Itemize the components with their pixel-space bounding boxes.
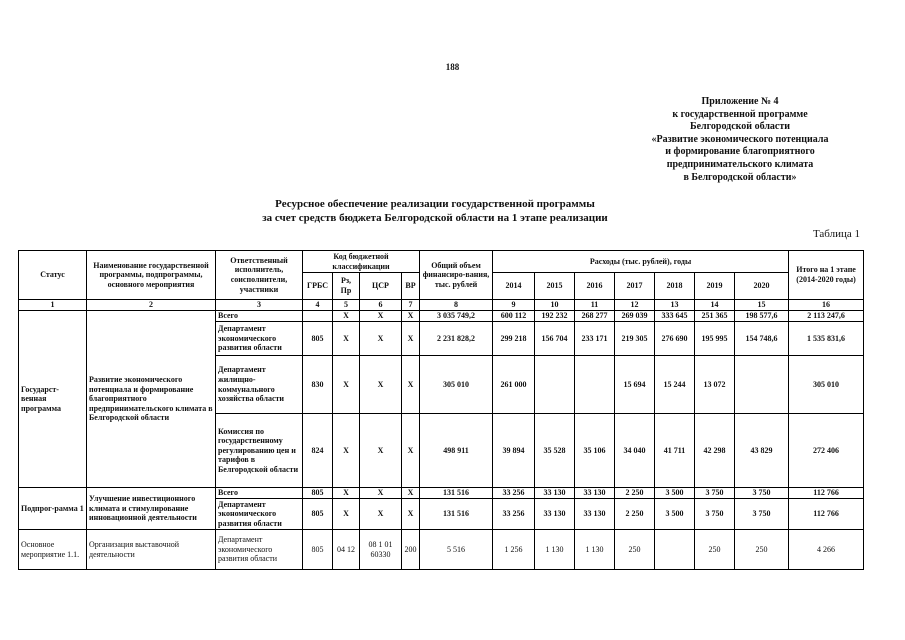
cell-year bbox=[735, 356, 789, 414]
cell-year: 3 500 bbox=[655, 499, 695, 530]
column-number: 10 bbox=[535, 300, 575, 311]
cell-rzpr: Х bbox=[333, 488, 360, 499]
column-number: 2 bbox=[87, 300, 216, 311]
column-number: 14 bbox=[695, 300, 735, 311]
cell-grbs: 805 bbox=[303, 488, 333, 499]
cell-grbs: 805 bbox=[303, 322, 333, 356]
cell-year: 276 690 bbox=[655, 322, 695, 356]
row-status: Государст-венная программа bbox=[19, 311, 87, 488]
header-stage-total: Итого на 1 этапе (2014-2020 годы) bbox=[789, 251, 864, 300]
column-number: 16 bbox=[789, 300, 864, 311]
header-budget-code: Код бюджетной классификации bbox=[303, 251, 420, 273]
cell-rzpr: Х bbox=[333, 311, 360, 322]
cell-year: 1 130 bbox=[535, 530, 575, 570]
cell-year: 1 256 bbox=[493, 530, 535, 570]
cell-year: 35 106 bbox=[575, 414, 615, 488]
cell-rzpr: 04 12 bbox=[333, 530, 360, 570]
cell-stage-total: 4 266 bbox=[789, 530, 864, 570]
cell-vr: Х bbox=[402, 414, 420, 488]
appendix-line: к государственной программе bbox=[672, 108, 808, 120]
cell-year: 39 894 bbox=[493, 414, 535, 488]
cell-year: 13 072 bbox=[695, 356, 735, 414]
header-vr: ВР bbox=[402, 273, 420, 300]
cell-grbs: 824 bbox=[303, 414, 333, 488]
cell-csr: Х bbox=[360, 322, 402, 356]
header-year: 2014 bbox=[493, 273, 535, 300]
row-executor: Всего bbox=[216, 311, 303, 322]
cell-total: 131 516 bbox=[420, 488, 493, 499]
cell-grbs: 805 bbox=[303, 530, 333, 570]
cell-rzpr: Х bbox=[333, 356, 360, 414]
cell-year: 600 112 bbox=[493, 311, 535, 322]
cell-stage-total: 112 766 bbox=[789, 499, 864, 530]
cell-year: 15 694 bbox=[615, 356, 655, 414]
cell-year: 2 250 bbox=[615, 499, 655, 530]
row-executor: Комиссия по государственному регулированию цен и тарифов в Белгородской области bbox=[216, 414, 303, 488]
document-title bbox=[195, 197, 675, 225]
cell-year: 3 750 bbox=[695, 488, 735, 499]
cell-year: 299 218 bbox=[493, 322, 535, 356]
cell-csr: 08 1 01 60330 bbox=[360, 530, 402, 570]
row-executor: Департамент экономического развития области bbox=[216, 322, 303, 356]
page-number: 188 bbox=[445, 62, 460, 72]
cell-total: 3 035 749,2 bbox=[420, 311, 493, 322]
cell-stage-total: 2 113 247,6 bbox=[789, 311, 864, 322]
column-number: 8 bbox=[420, 300, 493, 311]
cell-year: 43 829 bbox=[735, 414, 789, 488]
header-year: 2018 bbox=[655, 273, 695, 300]
row-status: Основное мероприятие 1.1. bbox=[19, 530, 87, 570]
cell-csr: Х bbox=[360, 499, 402, 530]
cell-grbs bbox=[303, 311, 333, 322]
cell-year: 251 365 bbox=[695, 311, 735, 322]
appendix-line: Приложение № 4 bbox=[701, 96, 779, 107]
column-number: 15 bbox=[735, 300, 789, 311]
cell-year: 33 256 bbox=[493, 499, 535, 530]
cell-csr: Х bbox=[360, 488, 402, 499]
cell-year: 219 305 bbox=[615, 322, 655, 356]
cell-year: 3 500 bbox=[655, 488, 695, 499]
cell-total: 2 231 828,2 bbox=[420, 322, 493, 356]
cell-year: 33 130 bbox=[575, 499, 615, 530]
header-row bbox=[19, 251, 864, 273]
header-year: 2016 bbox=[575, 273, 615, 300]
cell-year: 250 bbox=[735, 530, 789, 570]
row-name: Улучшение инвестиционного климата и стимулирование инновационной деятельности bbox=[87, 488, 216, 530]
cell-year: 269 039 bbox=[615, 311, 655, 322]
header-executor: Ответственный исполнитель, соисполнители, участники bbox=[216, 251, 303, 300]
header-total: Общий объем финансиро-вания, тыс. рублей bbox=[420, 251, 493, 300]
column-number: 7 bbox=[402, 300, 420, 311]
header-grbs: ГРБС bbox=[303, 273, 333, 300]
appendix-line: Белгородской области bbox=[689, 121, 791, 133]
title-line: за счет средств бюджета Белгородской области на 1 этапе реализации bbox=[262, 212, 608, 224]
header-year: 2019 bbox=[695, 273, 735, 300]
header-year: 2020 bbox=[735, 273, 789, 300]
row-executor: Всего bbox=[216, 488, 303, 499]
header-year: 2017 bbox=[615, 273, 655, 300]
cell-year: 33 130 bbox=[535, 488, 575, 499]
column-number: 4 bbox=[303, 300, 333, 311]
cell-total: 498 911 bbox=[420, 414, 493, 488]
cell-year: 2 250 bbox=[615, 488, 655, 499]
cell-vr: Х bbox=[402, 322, 420, 356]
column-number: 11 bbox=[575, 300, 615, 311]
appendix-header bbox=[610, 96, 870, 184]
appendix-line: предпринимательского климата bbox=[666, 158, 814, 170]
column-number: 12 bbox=[615, 300, 655, 311]
cell-year: 198 577,6 bbox=[735, 311, 789, 322]
cell-year: 268 277 bbox=[575, 311, 615, 322]
title-line: Ресурсное обеспечение реализации государственной программы bbox=[275, 198, 595, 210]
column-number: 1 bbox=[19, 300, 87, 311]
cell-year: 261 000 bbox=[493, 356, 535, 414]
appendix-line: «Развитие экономического потенциала bbox=[651, 133, 829, 145]
header-year: 2015 bbox=[535, 273, 575, 300]
header-expenses: Расходы (тыс. рублей), годы bbox=[493, 251, 789, 273]
cell-stage-total: 112 766 bbox=[789, 488, 864, 499]
cell-year: 192 232 bbox=[535, 311, 575, 322]
cell-rzpr: Х bbox=[333, 414, 360, 488]
column-number-row bbox=[19, 300, 864, 311]
row-name: Организация выставочной деятельности bbox=[87, 530, 216, 570]
header-name: Наименование государственной программы, подпрограммы, основного мероприятия bbox=[87, 251, 216, 300]
cell-total: 305 010 bbox=[420, 356, 493, 414]
cell-vr: Х bbox=[402, 488, 420, 499]
cell-year: 233 171 bbox=[575, 322, 615, 356]
cell-vr: Х bbox=[402, 499, 420, 530]
cell-total: 5 516 bbox=[420, 530, 493, 570]
table-row bbox=[19, 488, 864, 499]
column-number: 5 bbox=[333, 300, 360, 311]
table-row bbox=[19, 530, 864, 570]
appendix-line: в Белгородской области» bbox=[683, 171, 797, 183]
cell-vr: 200 bbox=[402, 530, 420, 570]
cell-year: 156 704 bbox=[535, 322, 575, 356]
cell-year: 33 256 bbox=[493, 488, 535, 499]
table-row bbox=[19, 311, 864, 322]
cell-grbs: 830 bbox=[303, 356, 333, 414]
cell-year: 3 750 bbox=[695, 499, 735, 530]
cell-year: 333 645 bbox=[655, 311, 695, 322]
cell-year: 3 750 bbox=[735, 488, 789, 499]
cell-year: 1 130 bbox=[575, 530, 615, 570]
resource-table bbox=[18, 250, 864, 570]
cell-year: 41 711 bbox=[655, 414, 695, 488]
cell-rzpr: Х bbox=[333, 322, 360, 356]
cell-grbs: 805 bbox=[303, 499, 333, 530]
column-number: 3 bbox=[216, 300, 303, 311]
row-executor: Департамент экономического развития области bbox=[216, 499, 303, 530]
header-rzpr: Рз, Пр bbox=[333, 273, 360, 300]
cell-year: 34 040 bbox=[615, 414, 655, 488]
column-number: 9 bbox=[493, 300, 535, 311]
cell-year: 250 bbox=[615, 530, 655, 570]
cell-year: 33 130 bbox=[535, 499, 575, 530]
cell-year: 42 298 bbox=[695, 414, 735, 488]
row-status: Подпрог-рамма 1 bbox=[19, 488, 87, 530]
cell-stage-total: 272 406 bbox=[789, 414, 864, 488]
cell-year: 195 995 bbox=[695, 322, 735, 356]
cell-year bbox=[575, 356, 615, 414]
cell-total: 131 516 bbox=[420, 499, 493, 530]
row-executor: Департамент экономического развития области bbox=[216, 530, 303, 570]
header-csr: ЦСР bbox=[360, 273, 402, 300]
cell-year: 33 130 bbox=[575, 488, 615, 499]
cell-year bbox=[535, 356, 575, 414]
cell-year: 3 750 bbox=[735, 499, 789, 530]
cell-year: 154 748,6 bbox=[735, 322, 789, 356]
cell-stage-total: 305 010 bbox=[789, 356, 864, 414]
table-label: Таблица 1 bbox=[812, 228, 860, 240]
column-number: 13 bbox=[655, 300, 695, 311]
column-number: 6 bbox=[360, 300, 402, 311]
cell-year bbox=[655, 530, 695, 570]
cell-year: 250 bbox=[695, 530, 735, 570]
cell-stage-total: 1 535 831,6 bbox=[789, 322, 864, 356]
cell-year: 15 244 bbox=[655, 356, 695, 414]
row-executor: Департамент жилищно-коммунального хозяйства области bbox=[216, 356, 303, 414]
cell-vr: Х bbox=[402, 311, 420, 322]
cell-csr: Х bbox=[360, 356, 402, 414]
header-status: Статус bbox=[19, 251, 87, 300]
cell-year: 35 528 bbox=[535, 414, 575, 488]
cell-csr: Х bbox=[360, 311, 402, 322]
cell-csr: Х bbox=[360, 414, 402, 488]
row-name: Развитие экономического потенциала и формирование благоприятного предпринимательского климата в Белгородской области bbox=[87, 311, 216, 488]
appendix-line: и формирование благоприятного bbox=[665, 146, 815, 158]
cell-vr: Х bbox=[402, 356, 420, 414]
cell-rzpr: Х bbox=[333, 499, 360, 530]
